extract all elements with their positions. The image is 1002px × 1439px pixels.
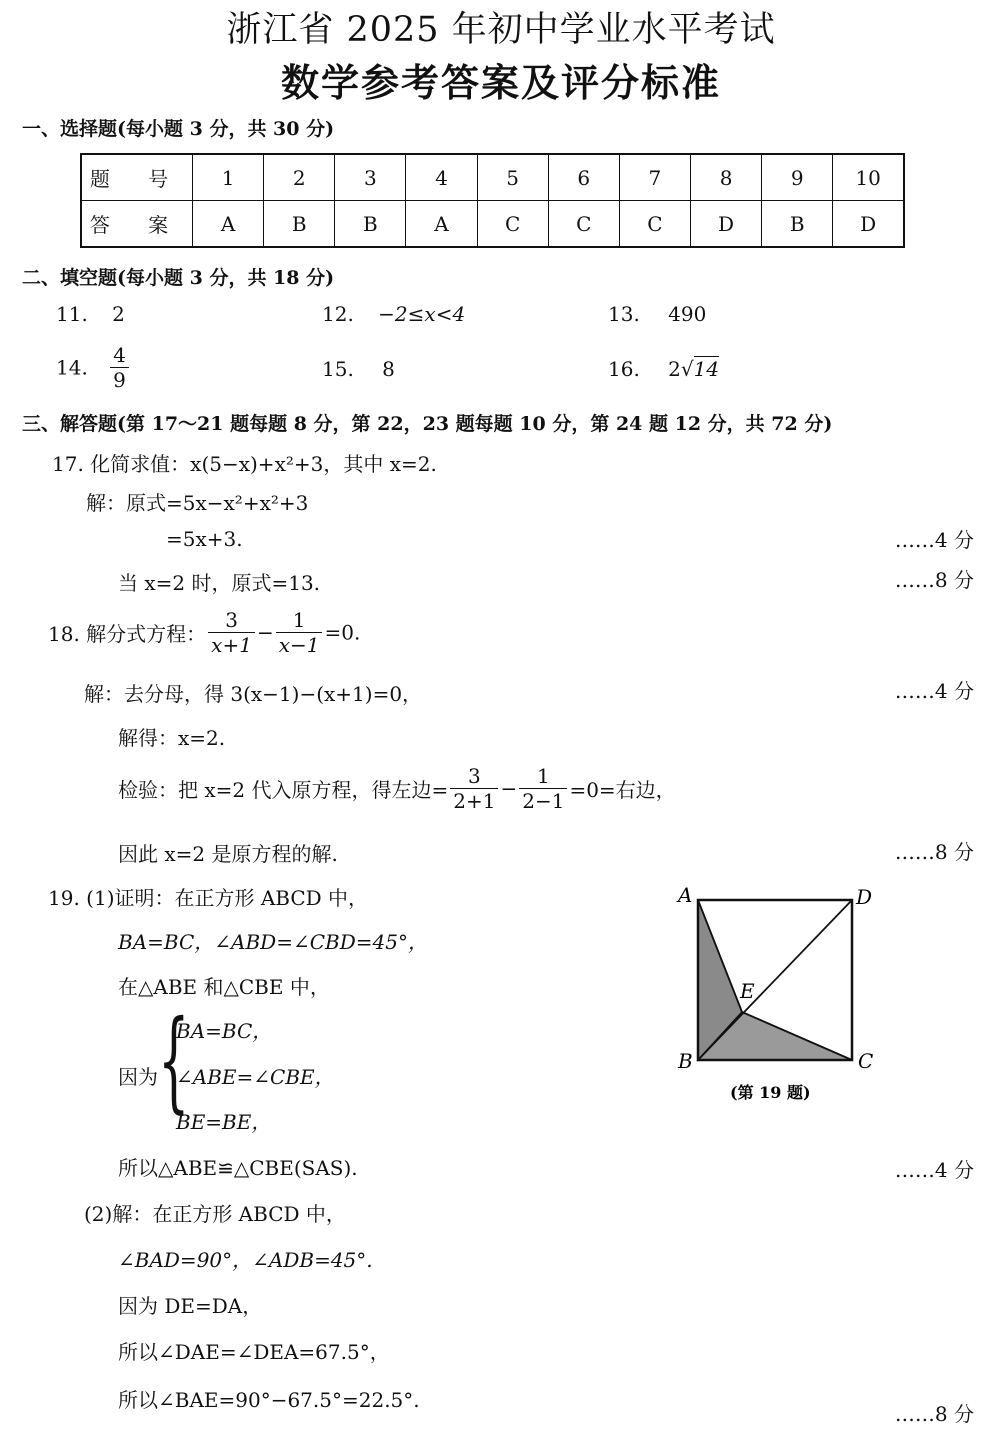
table-cell: D: [690, 201, 761, 248]
section1-heading: 一、选择题(每小题 3 分，共 30 分): [22, 118, 335, 140]
item-answer: −2≤x<4: [378, 302, 466, 326]
table-cell: 6: [548, 154, 619, 201]
item-number: 15.: [322, 357, 354, 381]
fill-item-14: [56, 343, 131, 392]
minus-sign: −: [500, 776, 518, 801]
vertex-label-b: B: [678, 1049, 693, 1073]
q17-step1: 解：原式=5x−x²+x²+3: [86, 491, 309, 515]
q18-fraction2: [276, 608, 323, 657]
table-cell: C: [477, 201, 548, 248]
denominator: x−1: [278, 633, 320, 657]
q18-fraction1: [208, 608, 255, 657]
section2-heading: 二、填空题(每小题 3 分，共 18 分): [22, 267, 335, 289]
table-cell: 9: [762, 154, 833, 201]
denominator: 2−1: [522, 789, 565, 813]
table-cell: 2: [264, 154, 335, 201]
table-cell: 8: [690, 154, 761, 201]
numerator: 4: [110, 343, 129, 368]
table-cell: A: [406, 201, 477, 248]
document-subtitle: 数学参考答案及评分标准: [280, 60, 721, 105]
table-cell: C: [548, 201, 619, 248]
q18-conclusion: 因此 x=2 是原方程的解.: [118, 842, 338, 866]
row-label-answer: 答 案: [81, 201, 193, 248]
item-number: 11.: [56, 302, 88, 326]
multiple-choice-table: [80, 153, 905, 248]
q19-score1: ……4 分: [894, 1158, 974, 1182]
table-cell: D: [833, 201, 904, 248]
left-brace: {: [158, 996, 190, 1124]
fraction-answer: [110, 343, 129, 392]
q18-suffix: =0.: [324, 620, 361, 645]
item-answer: 8: [382, 357, 395, 381]
table-cell: A: [193, 201, 264, 248]
item-number: 14.: [56, 355, 88, 380]
denominator: 9: [113, 368, 126, 392]
check-suffix: =0=右边，: [569, 778, 676, 802]
q17-step3: 当 x=2 时，原式=13.: [118, 571, 321, 595]
fill-item-11: [56, 302, 125, 326]
q18-score2: ……8 分: [894, 840, 974, 864]
item-answer: 490: [668, 302, 707, 326]
vertex-label-a: A: [678, 883, 693, 907]
numerator: 3: [208, 608, 255, 633]
question-number-row: [81, 154, 904, 201]
check-fraction1: [450, 764, 498, 813]
sqrt-icon: √: [680, 357, 694, 381]
denominator: 2+1: [453, 789, 496, 813]
q19-line2: BA=BC，∠ABD=∠CBD=45°，: [118, 930, 428, 954]
q18-prefix: 18. 解分式方程：: [48, 622, 207, 646]
q19-part2-intro: (2)解：在正方形 ABCD 中，: [84, 1202, 346, 1226]
figure-caption: (第 19 题): [730, 1083, 811, 1102]
square-abcd-figure: [672, 878, 888, 1108]
q19-part2-line3: 因为 DE=DA，: [118, 1294, 263, 1318]
table-cell: B: [335, 201, 406, 248]
fill-item-15: [322, 357, 395, 381]
table-cell: B: [762, 201, 833, 248]
q19-line3: 在△ABE 和△CBE 中，: [118, 975, 330, 999]
table-cell: 3: [335, 154, 406, 201]
q18-check: [118, 764, 676, 813]
vertex-label-d: D: [856, 885, 873, 909]
table-cell: 1: [193, 154, 264, 201]
fill-item-16: [608, 357, 719, 381]
q18-score1: ……4 分: [894, 679, 974, 703]
table-cell: B: [264, 201, 335, 248]
q18-step2: 解得：x=2.: [118, 726, 226, 750]
numerator: 3: [450, 764, 498, 789]
condition-3: BE=BE，: [176, 1110, 272, 1134]
table-cell: 10: [833, 154, 904, 201]
item-number: 16.: [608, 357, 640, 381]
point-label-e: E: [740, 979, 755, 1003]
numerator: 1: [276, 608, 323, 633]
vertex-label-c: C: [858, 1049, 874, 1073]
item-number: 12.: [322, 302, 354, 326]
q18-question: [48, 608, 360, 657]
minus-sign: −: [256, 620, 274, 645]
section3-heading: 三、解答题(第 17～21 题每题 8 分，第 22，23 题每题 10 分，第 24 题 12 分，共 72 分): [22, 413, 833, 435]
numerator: 1: [519, 764, 567, 789]
q17-step2: =5x+3.: [166, 527, 243, 551]
answer-row: [81, 201, 904, 248]
q17-score2: ……8 分: [894, 568, 974, 592]
fill-item-12: [322, 302, 465, 326]
table-cell: 5: [477, 154, 548, 201]
denominator: x+1: [211, 633, 252, 657]
item-answer: 2: [112, 302, 125, 326]
q19-part1-intro: 19. (1)证明：在正方形 ABCD 中，: [48, 886, 369, 910]
table-cell: 4: [406, 154, 477, 201]
q19-part2-line5: 所以∠BAE=90°−67.5°=22.5°.: [118, 1388, 420, 1412]
q19-part2-line2: ∠BAD=90°，∠ADB=45°.: [118, 1248, 373, 1272]
check-fraction2: [519, 764, 567, 813]
q17-question: 17. 化简求值：x(5−x)+x²+3，其中 x=2.: [52, 452, 437, 476]
q19-congruence: 所以△ABE≌△CBE(SAS).: [118, 1156, 358, 1180]
item-number: 13.: [608, 302, 640, 326]
fill-item-13: [608, 302, 706, 326]
document-title: 浙江省 2025 年初中学业水平考试: [226, 10, 776, 50]
condition-2: ∠ABE=∠CBE，: [176, 1065, 335, 1089]
q17-score1: ……4 分: [894, 528, 974, 552]
radical-coefficient: 2: [668, 357, 681, 381]
q19-part2-line4: 所以∠DAE=∠DEA=67.5°，: [118, 1340, 390, 1364]
q19-score2: ……8 分: [894, 1402, 974, 1426]
radicand: 14: [693, 357, 720, 381]
q18-step1: 解：去分母，得 3(x−1)−(x+1)=0，: [84, 682, 423, 706]
table-cell: C: [619, 201, 690, 248]
table-cell: 7: [619, 154, 690, 201]
row-label-question: 题 号: [81, 154, 193, 201]
condition-1: BA=BC，: [176, 1019, 273, 1043]
check-prefix: 检验：把 x=2 代入原方程，得左边=: [118, 778, 449, 802]
because-label: 因为: [118, 1065, 158, 1089]
